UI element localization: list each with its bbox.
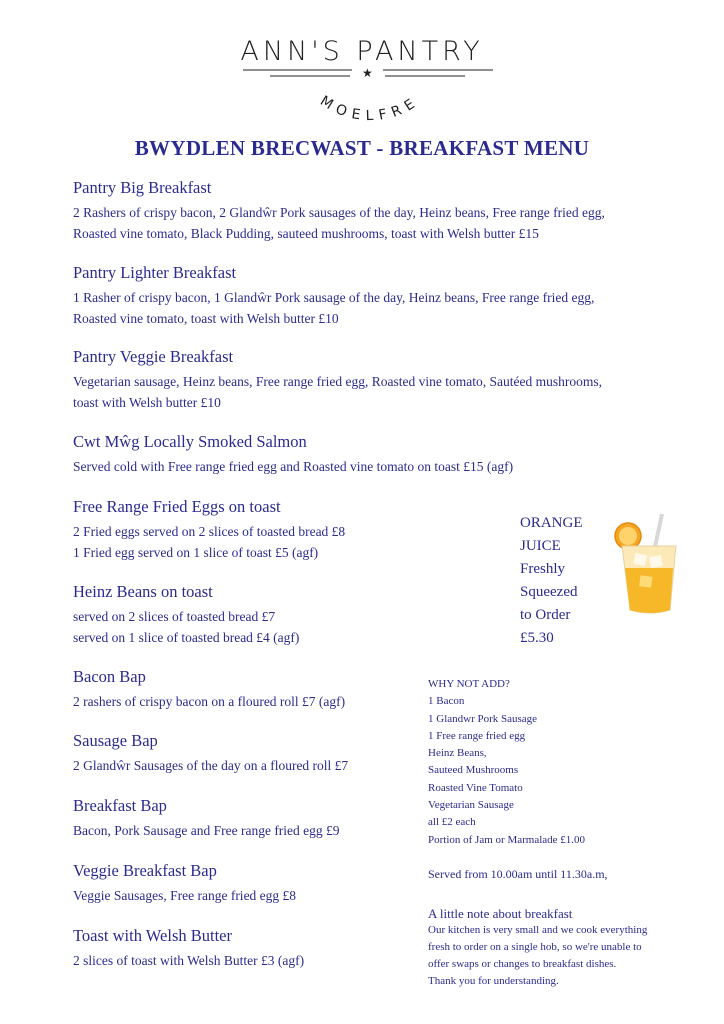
description-line: Roasted vine tomato, toast with Welsh butter £10: [73, 311, 339, 326]
menu-item-title: Toast with Welsh Butter: [73, 926, 232, 945]
description-line: Veggie Sausages, Free range fried egg £8: [73, 888, 297, 903]
menu-item-description: [73, 606, 493, 648]
description-line: 2 slices of toast with Welsh Butter £3 (agf): [73, 953, 305, 968]
menu-item: [73, 432, 713, 477]
menu-item-title: Free Range Fried Eggs on toast: [73, 497, 281, 516]
note-line: Thank you for understanding.: [428, 975, 559, 987]
menu-item-description: [73, 885, 413, 906]
orange-juice-line: ORANGE: [520, 515, 583, 531]
note-line: fresh to order on a single hob, so we're unable to: [428, 941, 642, 953]
menu-item: [73, 796, 413, 841]
description-line: Served cold with Free range fried egg and Roasted vine tomato on toast £15 (agf): [73, 459, 514, 474]
menu-item: [73, 263, 713, 329]
logo: [0, 30, 724, 130]
menu-heading: BWYDLEN BRECWAST - BREAKFAST MENU: [134, 136, 590, 160]
orange-juice-price: £5.30: [520, 630, 554, 646]
note-title: A little note about breakfast: [428, 906, 573, 921]
description-line: 2 rashers of crispy bacon on a floured roll £7 (agf): [73, 694, 346, 709]
description-line: served on 2 slices of toasted bread £7: [73, 609, 276, 624]
menu-item-description: [73, 820, 413, 841]
menu-item: [73, 497, 493, 563]
menu-item-title: Veggie Breakfast Bap: [73, 861, 217, 880]
add-ons-list: [428, 676, 718, 849]
add-on-line: Vegetarian Sausage: [428, 799, 514, 812]
description-line: Bacon, Pork Sausage and Free range fried egg £9: [73, 823, 340, 838]
add-on-line: Roasted Vine Tomato: [428, 781, 523, 794]
orange-juice-callout: [520, 512, 620, 650]
orange-juice-line: JUICE: [520, 538, 561, 554]
orange-juice-line: to Order: [520, 607, 571, 623]
menu-item-description: [73, 755, 413, 776]
description-line: Roasted vine tomato, Black Pudding, sauteed mushrooms, toast with Welsh butter £15: [73, 226, 539, 241]
menu-item: [73, 731, 413, 776]
add-on-line: 1 Free range fried egg: [428, 729, 526, 742]
menu-item-description: [73, 950, 413, 971]
add-on-line: Heinz Beans,: [428, 747, 487, 760]
menu-item-description: [73, 287, 713, 329]
note-line: Our kitchen is very small and we cook everything: [428, 924, 648, 936]
menu-item-title: Sausage Bap: [73, 731, 158, 750]
menu-item: [73, 582, 493, 648]
description-line: 2 Rashers of crispy bacon, 2 Glandŵr Pork sausages of the day, Heinz beans, Free range fried egg,: [73, 205, 605, 220]
menu-item: [73, 347, 713, 413]
orange-juice-glass-illustration: [610, 510, 690, 620]
description-line: served on 1 slice of toasted bread £4 (agf): [73, 630, 300, 645]
menu-item-description: [73, 202, 713, 244]
description-line: 2 Fried eggs served on 2 slices of toasted bread £8: [73, 524, 346, 539]
orange-juice-line: Freshly: [520, 561, 565, 577]
logo-star: ★: [362, 66, 373, 80]
logo-title: ANN'S PANTRY: [240, 36, 484, 67]
menu-item-description: [73, 456, 713, 477]
menu-item-title: Bacon Bap: [73, 667, 146, 686]
description-line: Vegetarian sausage, Heinz beans, Free range fried egg, Roasted vine tomato, Sautéed mushrooms,: [73, 374, 602, 389]
menu-item: [73, 926, 413, 971]
menu-item-title: Pantry Veggie Breakfast: [73, 347, 234, 366]
add-on-line: Sauteed Mushrooms: [428, 764, 519, 777]
add-on-line: 1 Glandwr Pork Sausage: [428, 712, 538, 725]
menu-item-description: [73, 521, 493, 563]
menu-item-title: Breakfast Bap: [73, 796, 167, 815]
description-line: 1 Fried egg served on 1 slice of toast £5 (agf): [73, 545, 319, 560]
menu-item: [73, 861, 413, 906]
add-on-line: Portion of Jam or Marmalade £1.00: [428, 833, 586, 846]
add-on-line: all £2 each: [428, 816, 476, 829]
menu-item-title: Pantry Lighter Breakfast: [73, 263, 237, 282]
breakfast-note: [428, 905, 718, 990]
description-line: 1 Rasher of crispy bacon, 1 Glandŵr Pork sausage of the day, Heinz beans, Free range fried egg,: [73, 290, 595, 305]
serving-times: Served from 10.00am until 11.30a.m,: [428, 867, 608, 881]
menu-item-description: [73, 691, 413, 712]
menu-item-title: Pantry Big Breakfast: [73, 178, 212, 197]
note-line: offer swaps or changes to breakfast dishes.: [428, 958, 617, 970]
orange-juice-line: Squeezed: [520, 584, 578, 600]
description-line: toast with Welsh butter £10: [73, 395, 221, 410]
add-on-line: 1 Bacon: [428, 695, 465, 708]
description-line: 2 Glandŵr Sausages of the day on a floured roll £7: [73, 758, 349, 773]
add-ons-title: WHY NOT ADD?: [428, 678, 510, 690]
menu-item: [73, 178, 713, 244]
menu-item-title: Heinz Beans on toast: [73, 582, 213, 601]
menu-item: [73, 667, 413, 712]
logo-graphic: [0, 30, 724, 130]
menu-item-description: [73, 371, 713, 413]
menu-item-title: Cwt Mŵg Locally Smoked Salmon: [73, 432, 307, 451]
logo-place: MOELFRE: [317, 93, 423, 125]
